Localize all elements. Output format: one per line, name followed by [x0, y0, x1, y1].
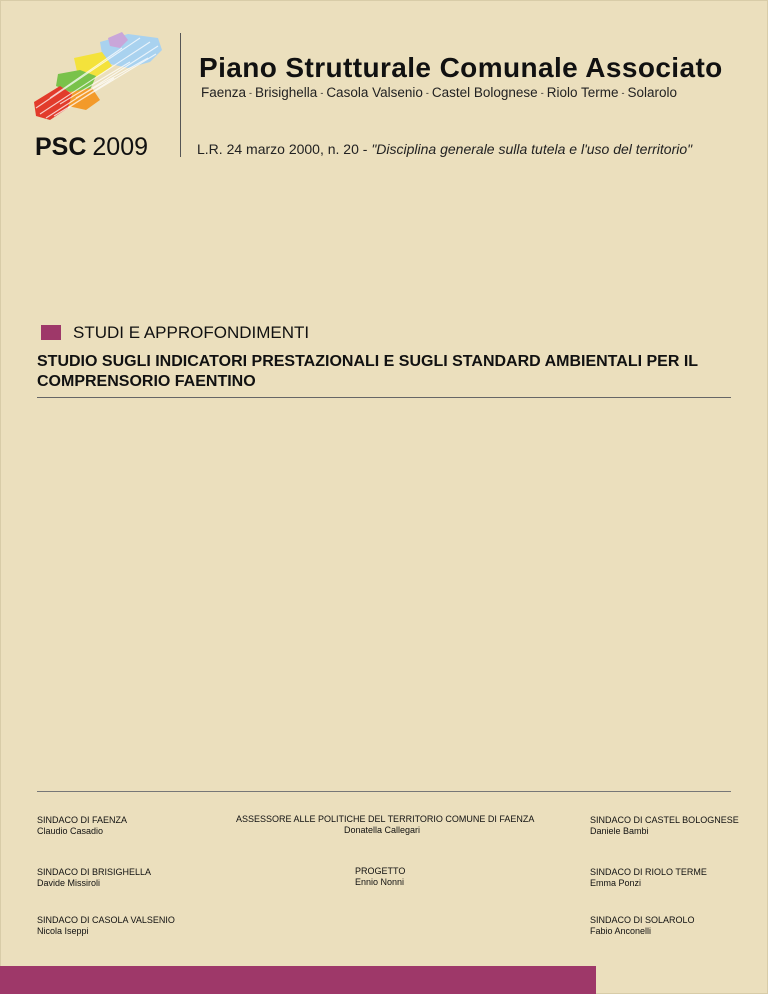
bottom-accent-bar	[0, 966, 596, 994]
section-marker	[41, 325, 61, 340]
credit-role: SINDACO DI CASOLA VALSENIO	[37, 915, 175, 925]
credit-riolo-terme	[590, 867, 707, 889]
credit-faenza	[37, 815, 127, 837]
credit-name: Nicola Iseppi	[37, 926, 89, 936]
credit-name: Claudio Casadio	[37, 826, 104, 836]
psc-acronym: PSC	[35, 133, 87, 161]
town-name: Faenza	[201, 85, 247, 100]
plan-title: Piano Strutturale Comunale Associato	[199, 52, 723, 83]
town-name: Castel Bolognese	[431, 85, 538, 100]
credit-assessore	[236, 814, 535, 836]
credit-name: Ennio Nonni	[355, 877, 405, 887]
law-reference	[197, 141, 692, 157]
town-separator: -	[540, 88, 544, 98]
credit-name: Donatella Callegari	[343, 825, 421, 835]
town-name: Casola Valsenio	[326, 85, 423, 100]
town-separator: -	[249, 88, 253, 98]
towns-list	[201, 85, 677, 100]
credit-role: PROGETTO	[355, 866, 406, 876]
credit-castel-bolognese	[590, 815, 739, 837]
credits-divider	[37, 791, 731, 792]
credit-role: ASSESSORE ALLE POLITICHE DEL TERRITORIO COMUNE DI FAENZA	[236, 814, 535, 824]
town-name: Solarolo	[627, 85, 678, 100]
credit-progetto	[355, 866, 405, 888]
credit-name: Davide Missiroli	[37, 878, 101, 888]
psc-map-logo	[30, 28, 165, 128]
psc-year-label	[35, 132, 148, 162]
credit-name: Fabio Anconelli	[590, 926, 652, 936]
law-quote: "Disciplina generale sulla tutela e l'uso del territorio"	[371, 141, 693, 157]
credit-name: Emma Ponzi	[590, 878, 642, 888]
town-separator: -	[320, 88, 324, 98]
psc-year: 2009	[92, 133, 149, 161]
credit-role: SINDACO DI RIOLO TERME	[590, 867, 707, 877]
credit-name: Daniele Bambi	[590, 826, 649, 836]
credit-solarolo	[590, 915, 695, 937]
title-underline	[37, 397, 731, 398]
credit-brisighella	[37, 867, 151, 889]
credit-role: SINDACO DI BRISIGHELLA	[37, 867, 152, 877]
logo-region-red	[34, 86, 72, 120]
credit-role: SINDACO DI FAENZA	[37, 815, 128, 825]
law-prefix: L.R. 24 marzo 2000, n. 20 -	[197, 141, 368, 157]
town-name: Brisighella	[255, 85, 318, 100]
section-label: STUDI E APPROFONDIMENTI	[73, 323, 310, 342]
credit-role: SINDACO DI SOLAROLO	[590, 915, 695, 925]
header-divider	[180, 33, 181, 157]
credit-casola-valsenio	[37, 915, 175, 937]
town-name: Riolo Terme	[546, 85, 619, 100]
document-title: STUDIO SUGLI INDICATORI PRESTAZIONALI E SUGLI STANDARD AMBIENTALI PER IL COMPRENSORIO FAENTINO	[37, 353, 698, 390]
credit-role: SINDACO DI CASTEL BOLOGNESE	[590, 815, 739, 825]
town-separator: -	[425, 88, 429, 98]
town-separator: -	[621, 88, 625, 98]
